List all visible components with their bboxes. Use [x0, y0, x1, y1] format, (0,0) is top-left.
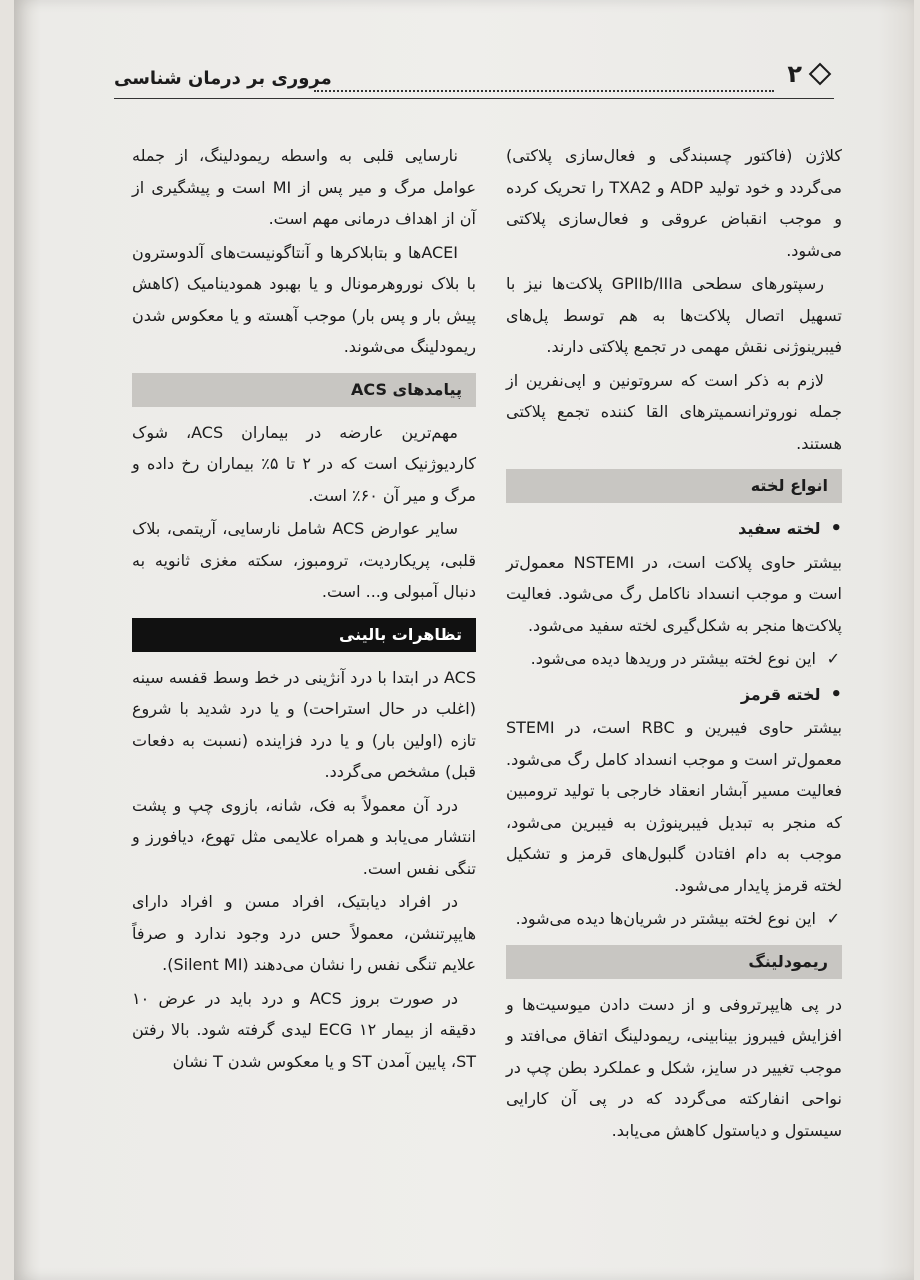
paragraph: نارسایی قلبی به واسطه ریمودلینگ، از جمله عوامل مرگ و میر پس از MI است و پیشگیری از آن از اهداف درمانی مهم است.	[132, 146, 476, 228]
bullet-heading	[506, 513, 842, 545]
section-heading: پیامدهای ACS	[132, 373, 476, 407]
paragraph: رسپتورهای سطحی GPIIb/IIIa پلاکت‌ها نیز با تسهیل اتصال پلاکت‌ها به هم توسط پل‌های فیبرینوژنی نقش مهمی در تجمع پلاکتی دارند.	[506, 274, 842, 356]
paragraph: در صورت بروز ACS و درد باید در عرض ۱۰ دقیقه از بیمار ECG ۱۲ لیدی گرفته شود. بالا رفتن ST، پایین آمدن ST و یا معکوس شدن T نشان	[132, 988, 477, 1071]
page-number-block	[787, 60, 834, 88]
paragraph: سایر عوارض ACS شامل نارسایی، آریتمی، بلاک قلبی، پریکاردیت، ترومبوز، سکته مغزی ثانویه به دنبال آمبولی و... است.	[132, 519, 476, 601]
page-header	[114, 60, 834, 100]
check-text: این نوع لخته بیشتر در وریدها دیده می‌شود.	[530, 649, 816, 668]
paragraph: لازم به ذکر است که سروتونین و اپی‌نفرین از جمله نوروترانسمیترهای القا کننده تجمع پلاکتی هستند.	[506, 370, 842, 453]
book-page	[14, 0, 914, 1280]
check-item	[506, 903, 842, 935]
paragraph: در پی هایپرتروفی و از دست دادن میوسیت‌ها و افزایش فیبروز بینابینی، ریمودلینگ اتفاق می‌افتد و موجب تغییر در سایز، شکل و عملکرد بطن چپ در نواحی انفارکته می‌گردد که در پی آن کارایی سیستول و دیاستول کاهش می‌یابد.	[506, 994, 842, 1140]
checkmark-icon: ✓	[826, 909, 840, 928]
section-heading-dark: تظاهرات بالینی	[132, 618, 476, 652]
bullet-heading	[506, 679, 842, 711]
paragraph: در افراد دیابتیک، افراد مسن و افراد دارای هایپرتنشن، معمولاً حس درد وجود ندارد و صرفاً علایم تنگی نفس را نشان می‌دهند (Silent MI).	[132, 892, 476, 974]
diamond-icon	[809, 63, 832, 86]
paragraph: کلاژن (فاکتور چسبندگی و فعال‌سازی پلاکتی) می‌گردد و خود تولید ADP و TXA2 را تحریک کرده و موجب انقباض عروقی و فعال‌سازی پلاکتی می‌شود.	[506, 146, 843, 260]
checkmark-icon: ✓	[826, 649, 840, 668]
paragraph: مهم‌ترین عارضه در بیماران ACS، شوک کاردیوژنیک است که در ۲ تا ۵٪ بیماران رخ داده و مرگ و میر آن ۶۰٪ است.	[132, 422, 477, 505]
header-dotted-leader	[314, 90, 774, 92]
section-heading: انواع لخته	[506, 469, 842, 503]
paragraph: ACS در ابتدا با درد آنژینی در خط وسط قفسه سینه (اغلب در حال استراحت) و یا درد شدید با شروع تازه (اولین بار) و یا درد فزاینده (نسبت به دفعات قبل) مشخص می‌گردد.	[132, 667, 476, 781]
paragraph: ACEIها و بتابلاکرها و آنتاگونیست‌های آلدوسترون با بلاک نوروهرمونال و یا بهبود همودینامیک (کاهش پیش بار و پس بار) موجب آهسته و یا معکوس شدن ریمودلینگ می‌شوند.	[132, 242, 476, 356]
header-title: مروری بر درمان شناسی	[114, 68, 332, 89]
check-item	[506, 643, 842, 675]
section-heading: ریمودلینگ	[506, 945, 842, 979]
paragraph: بیشتر حاوی پلاکت است، در NSTEMI معمول‌تر است و موجب انسداد ناکامل رگ می‌شود. فعالیت پلاکت‌ها منجر به شکل‌گیری لخته سفید می‌شود.	[506, 552, 843, 635]
bullet-title: لخته قرمز	[740, 684, 821, 704]
bullet-title: لخته سفید	[738, 519, 821, 538]
paragraph: درد آن معمولاً به فک، شانه، بازوی چپ و پشت انتشار می‌یابد و همراه علایمی مثل تهوع، دیافورز و تنگی نفس است.	[132, 795, 476, 878]
right-column	[506, 140, 842, 1148]
check-text: این نوع لخته بیشتر در شریان‌ها دیده می‌شود.	[515, 909, 816, 928]
header-rule	[114, 98, 834, 99]
paragraph: بیشتر حاوی فیبرین و RBC است، در STEMI معمول‌تر است و موجب انسداد کامل رگ می‌شود. فعالیت مسیر آبشار انعقاد خارجی با تولید ترومبین که منجر به تبدیل فیبرینوژن به فیبرین می‌شود، موجب به دام افتادن گلبول‌های قرمز و تشکیل لخته قرمز پایدار می‌شود.	[506, 718, 842, 895]
bullet-icon: •	[830, 518, 842, 539]
bullet-icon: •	[830, 683, 842, 705]
left-column	[132, 140, 476, 1079]
page-number: ۲	[787, 60, 802, 88]
